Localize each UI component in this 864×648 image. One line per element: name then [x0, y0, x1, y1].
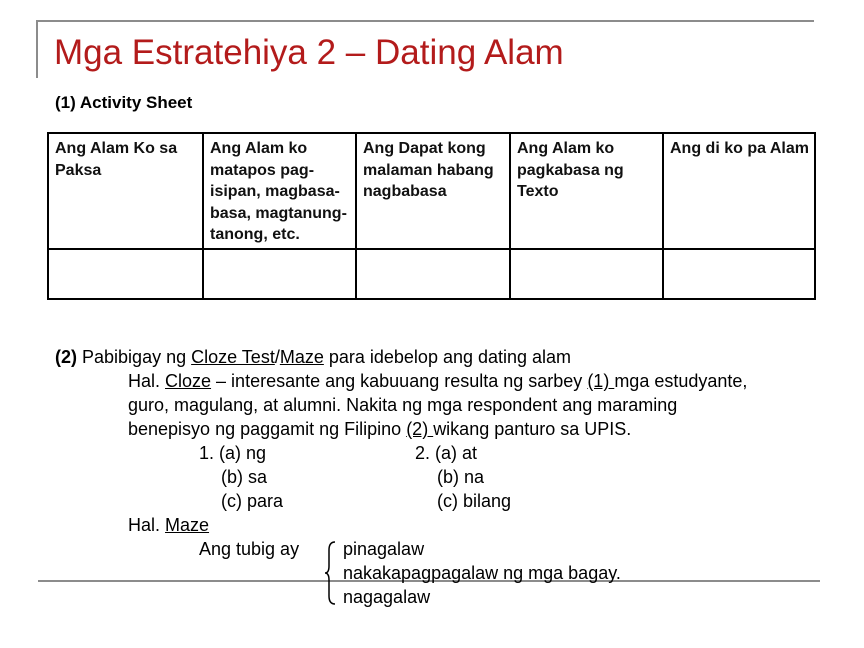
column-header: Ang Alam Ko sa Paksa — [48, 133, 203, 249]
column-header: Ang di ko pa Alam — [663, 133, 815, 249]
column-header: Ang Alam ko matapos pag-isipan, magbasa-basa, magtanung-tanong, etc. — [203, 133, 356, 249]
table-cell[interactable] — [48, 249, 203, 299]
section2-heading — [55, 346, 571, 368]
maze-example-term: Maze — [165, 515, 210, 535]
hal-label: Hal. — [128, 515, 166, 535]
cloze-text: benepisyo ng paggamit ng Filipino — [128, 419, 407, 439]
cloze-text: – interesante ang kabuuang resulta ng sarbey — [211, 371, 588, 391]
maze-choice-3: nagagalaw — [343, 587, 431, 607]
option-2a: 2. (a) at — [415, 443, 478, 463]
option-1a: 1. (a) ng — [199, 443, 267, 463]
cloze-text: mga estudyante, — [614, 371, 748, 391]
cloze-line-2: guro, magulang, at alumni. Nakita ng mga respondent ang maraming — [128, 395, 678, 415]
activity-sheet-table — [47, 132, 816, 300]
column-header: Ang Alam ko pagkabasa ng Texto — [510, 133, 663, 249]
maze-choice-2: nakakapagpagalaw ng mga bagay. — [343, 563, 621, 583]
cloze-blank-1: (1) — [587, 371, 615, 391]
cloze-blank-2: (2) — [406, 419, 434, 439]
column-header: Ang Dapat kong malaman habang nagbabasa — [356, 133, 510, 249]
maze-example-label — [128, 514, 209, 536]
activity-sheet-label: (1) Activity Sheet — [55, 93, 193, 112]
heading-separator: / — [274, 347, 280, 367]
maze-choice-1: pinagalaw — [343, 539, 425, 559]
heading-text: Pabibigay ng — [82, 347, 192, 367]
table-cell[interactable] — [203, 249, 356, 299]
cloze-line-1 — [128, 370, 747, 392]
cloze-line-3 — [128, 418, 631, 440]
table-row — [48, 249, 815, 299]
table-header-row — [48, 133, 815, 249]
option-2c: (c) bilang — [437, 491, 512, 511]
option-2b: (b) na — [437, 467, 485, 487]
option-1b: (b) sa — [221, 467, 268, 487]
frame-left-line — [36, 20, 38, 78]
heading-text: para idebelop ang dating alam — [323, 347, 572, 367]
table-cell[interactable] — [510, 249, 663, 299]
section2-number: (2) — [55, 347, 77, 367]
cloze-test-term: Cloze Test — [191, 347, 275, 367]
brace-icon — [323, 540, 337, 606]
cloze-text: wikang panturo sa UPIS. — [433, 419, 632, 439]
hal-label: Hal. — [128, 371, 166, 391]
table-cell[interactable] — [663, 249, 815, 299]
option-1c: (c) para — [221, 491, 284, 511]
cloze-term: Cloze — [165, 371, 212, 391]
maze-term: Maze — [279, 347, 324, 367]
table-cell[interactable] — [356, 249, 510, 299]
maze-stem: Ang tubig ay — [199, 539, 300, 559]
frame-top-line — [36, 20, 814, 22]
slide-title: Mga Estratehiya 2 – Dating Alam — [54, 33, 564, 72]
